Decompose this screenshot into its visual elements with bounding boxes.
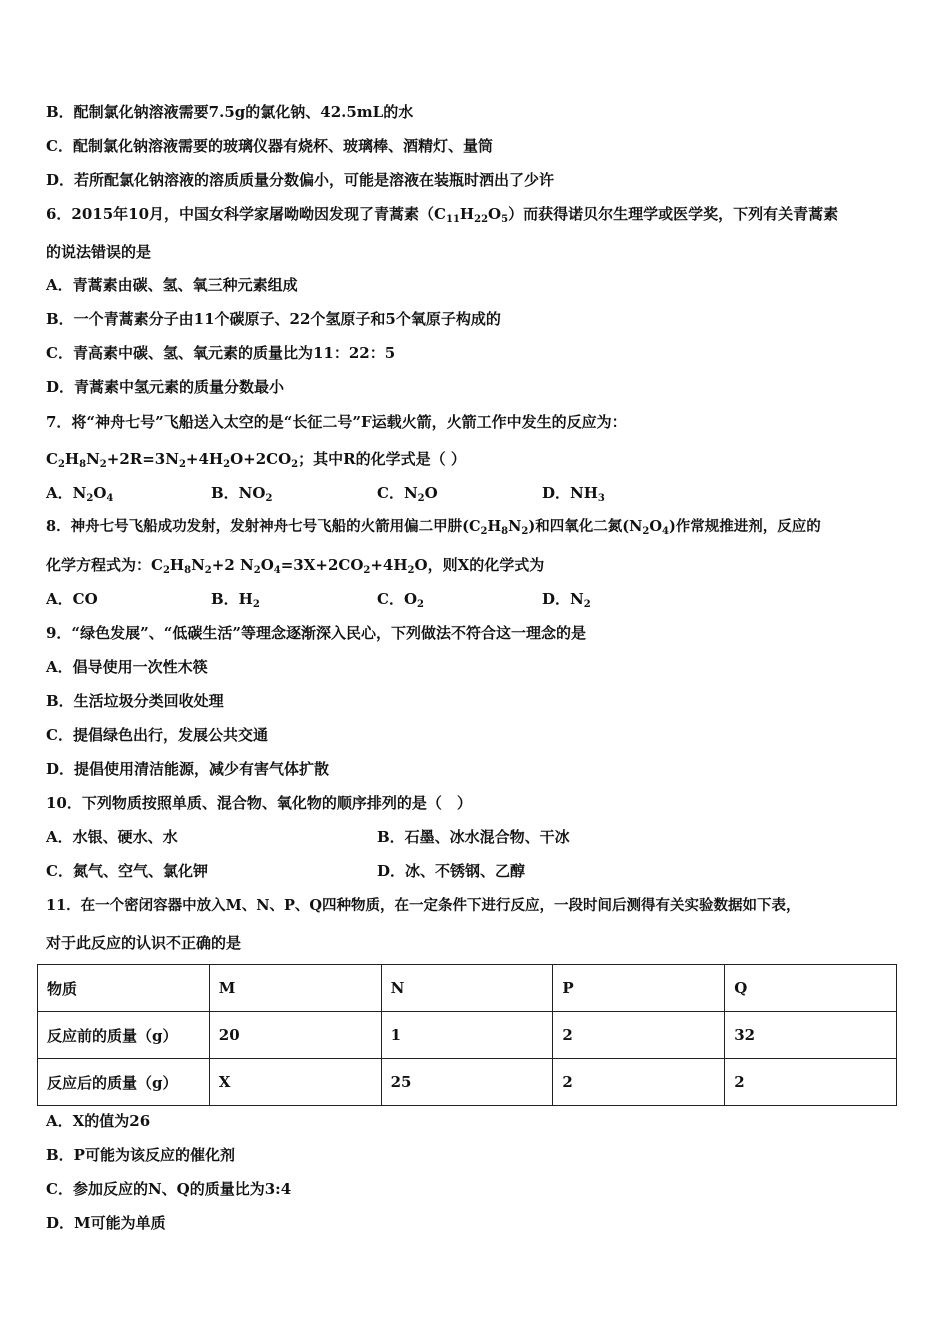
q11-stem: 11．在一个密闭容器中放入M、N、P、Q四种物质，在一定条件下进行反应，一段时间后测得有关实验数据如下表，	[46, 897, 801, 914]
table-cell: 20	[209, 1012, 381, 1059]
q8-option-c: C．$O_2$	[377, 590, 424, 610]
q5-option-d: D．若所配氯化钠溶液的溶质质量分数偏小，可能是溶液在装瓶时洒出了少许	[46, 171, 555, 189]
q11-option-d: D．M可能为单质	[46, 1214, 166, 1232]
q7-stem: 7．将“神舟七号”飞船送入太空的是“长征二号”F运载火箭，火箭工作中发生的反应为：	[46, 413, 627, 431]
q7-equation: $C_2H_8N_2+2R=3N_2+4H_2O+2CO_2$；其中R的化学式是（ ）	[46, 450, 466, 470]
table-cell: 反应前的质量（g）	[38, 1012, 210, 1059]
q9-option-a: A．倡导使用一次性木筷	[46, 658, 208, 676]
q10-option-a: A．水银、硬水、水	[46, 828, 178, 846]
table-cell: 2	[725, 1059, 897, 1106]
q8-equation: 化学方程式为：$C_2H_8N_2+2$ $N_2O_4=3X+2CO_2+4H_2O$，则X的化学式为	[46, 556, 545, 576]
table-cell: 32	[725, 1012, 897, 1059]
table-cell: 反应后的质量（g）	[38, 1059, 210, 1106]
q10-option-b: B．石墨、冰水混合物、干冰	[377, 828, 570, 846]
q11-option-b: B．P可能为该反应的催化剂	[46, 1146, 235, 1164]
q11-stem-continued: 对于此反应的认识不正确的是	[46, 934, 242, 952]
q6-stem-continued: 的说法错误的是	[46, 243, 152, 261]
q10-option-d: D．冰、不锈钢、乙醇	[377, 862, 526, 880]
q8-option-d: D．$N_2$	[542, 590, 591, 610]
mass-data-table	[37, 964, 897, 1106]
table-cell: 2	[553, 1012, 725, 1059]
q8-option-a: A．CO	[46, 590, 98, 608]
q6-stem: 6．2015年10月，中国女科学家屠呦呦因发现了青蒿素$(C_{11}H_{22}O_5)$而获得诺贝尔生理学或医学奖，下列有关青蒿素	[46, 205, 839, 225]
q7-option-b: B．$NO_2$	[211, 484, 273, 504]
q5-option-c: C．配制氯化钠溶液需要的玻璃仪器有烧杯、玻璃棒、酒精灯、量筒	[46, 137, 493, 155]
table-cell: 2	[553, 1059, 725, 1106]
q7-option-a: A．$N_2O_4$	[46, 484, 114, 504]
table-cell: N	[381, 965, 553, 1012]
table-cell: P	[553, 965, 725, 1012]
q11-option-a: A．X的值为26	[46, 1112, 151, 1130]
table-cell: M	[209, 965, 381, 1012]
q7-option-d: D．$NH_3$	[542, 484, 605, 504]
q11-option-c: C．参加反应的N、Q的质量比为3:4	[46, 1180, 292, 1198]
q9-stem: 9．“绿色发展”、“低碳生活”等理念逐渐深入民心，下列做法不符合这一理念的是	[46, 624, 586, 642]
q6-option-b: B．一个青蒿素分子由11个碳原子、22个氢原子和5个氧原子构成的	[46, 310, 501, 328]
table-cell: X	[209, 1059, 381, 1106]
q9-option-d: D．提倡使用清洁能源，减少有害气体扩散	[46, 760, 330, 778]
q8-option-b: B．$H_2$	[211, 590, 260, 610]
q10-stem: 10．下列物质按照单质、混合物、氧化物的顺序排列的是（ ）	[46, 794, 472, 812]
q8-stem: 8．神舟七号飞船成功发射，发射神舟七号飞船的火箭用偏二甲肼$(C_2H_8N_2)$和四氧化二氮$(N_2O_4)$作常规推进剂，反应的	[46, 518, 821, 537]
table-cell: Q	[725, 965, 897, 1012]
q6-option-d: D．青蒿素中氢元素的质量分数最小	[46, 378, 285, 396]
q9-option-b: B．生活垃圾分类回收处理	[46, 692, 224, 710]
table-cell: 25	[381, 1059, 553, 1106]
table-row	[38, 1012, 897, 1059]
q7-option-c: C．$N_2O$	[377, 484, 438, 504]
table-cell: 1	[381, 1012, 553, 1059]
q6-option-a: A．青蒿素由碳、氢、氧三种元素组成	[46, 276, 298, 294]
q9-option-c: C．提倡绿色出行，发展公共交通	[46, 726, 268, 744]
table-cell: 物质	[38, 965, 210, 1012]
q5-option-b: B．配制氯化钠溶液需要7.5g的氯化钠、42.5mL的水	[46, 103, 414, 121]
table-header-row	[38, 965, 897, 1012]
q10-option-c: C．氮气、空气、氯化钾	[46, 862, 208, 880]
q6-option-c: C．青高素中碳、氢、氧元素的质量比为11：22：5	[46, 344, 396, 362]
table-row	[38, 1059, 897, 1106]
